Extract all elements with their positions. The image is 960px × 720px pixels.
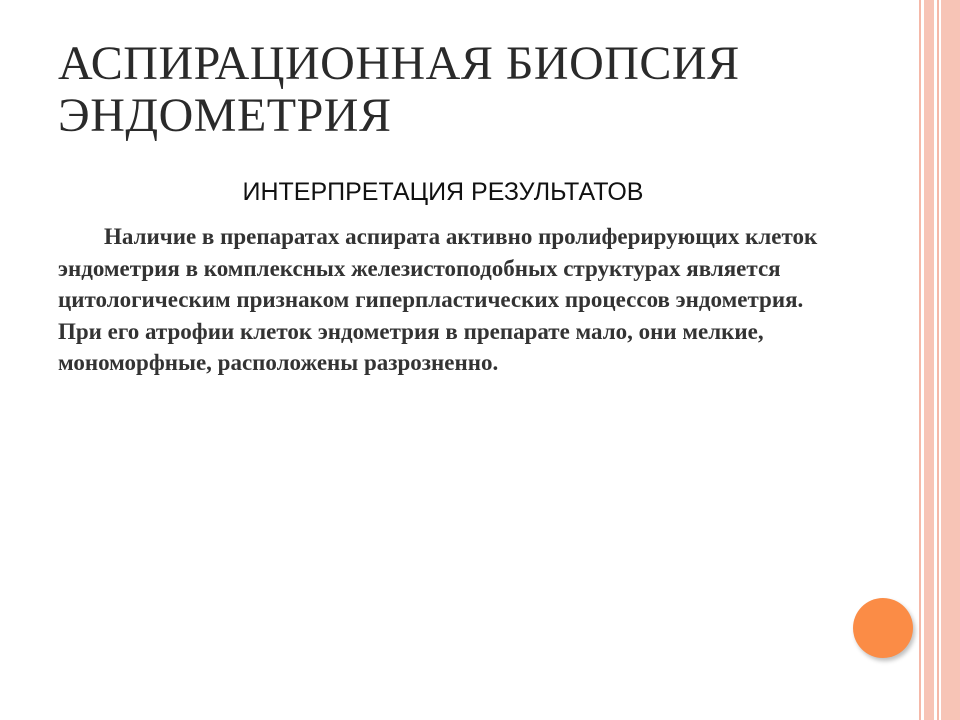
- slide-title-line-2: ЭНДОМЕТРИЯ: [58, 89, 392, 142]
- slide-title-line-1: АСПИРАЦИОННАЯ БИОПСИЯ: [58, 37, 740, 90]
- decorative-stripe: [941, 0, 960, 720]
- slide-title: [58, 38, 898, 142]
- slide-subtitle: ИНТЕРПРЕТАЦИЯ РЕЗУЛЬТАТОВ: [242, 178, 644, 206]
- slide-body-text: Наличие в препаратах аспирата активно пролиферирующих клеток эндометрия в комплексных железистоподобных структурах является цитологическим признаком гиперпластических процессов эндометрия. При его атрофии клеток эндометрия в препарате мало, они мелкие, мономорфные, расположены разрозненно.: [58, 224, 818, 375]
- decorative-stripe: [919, 0, 921, 720]
- decorative-circle: [853, 598, 913, 658]
- decorative-stripe: [924, 0, 934, 720]
- decorative-stripe: [937, 0, 939, 720]
